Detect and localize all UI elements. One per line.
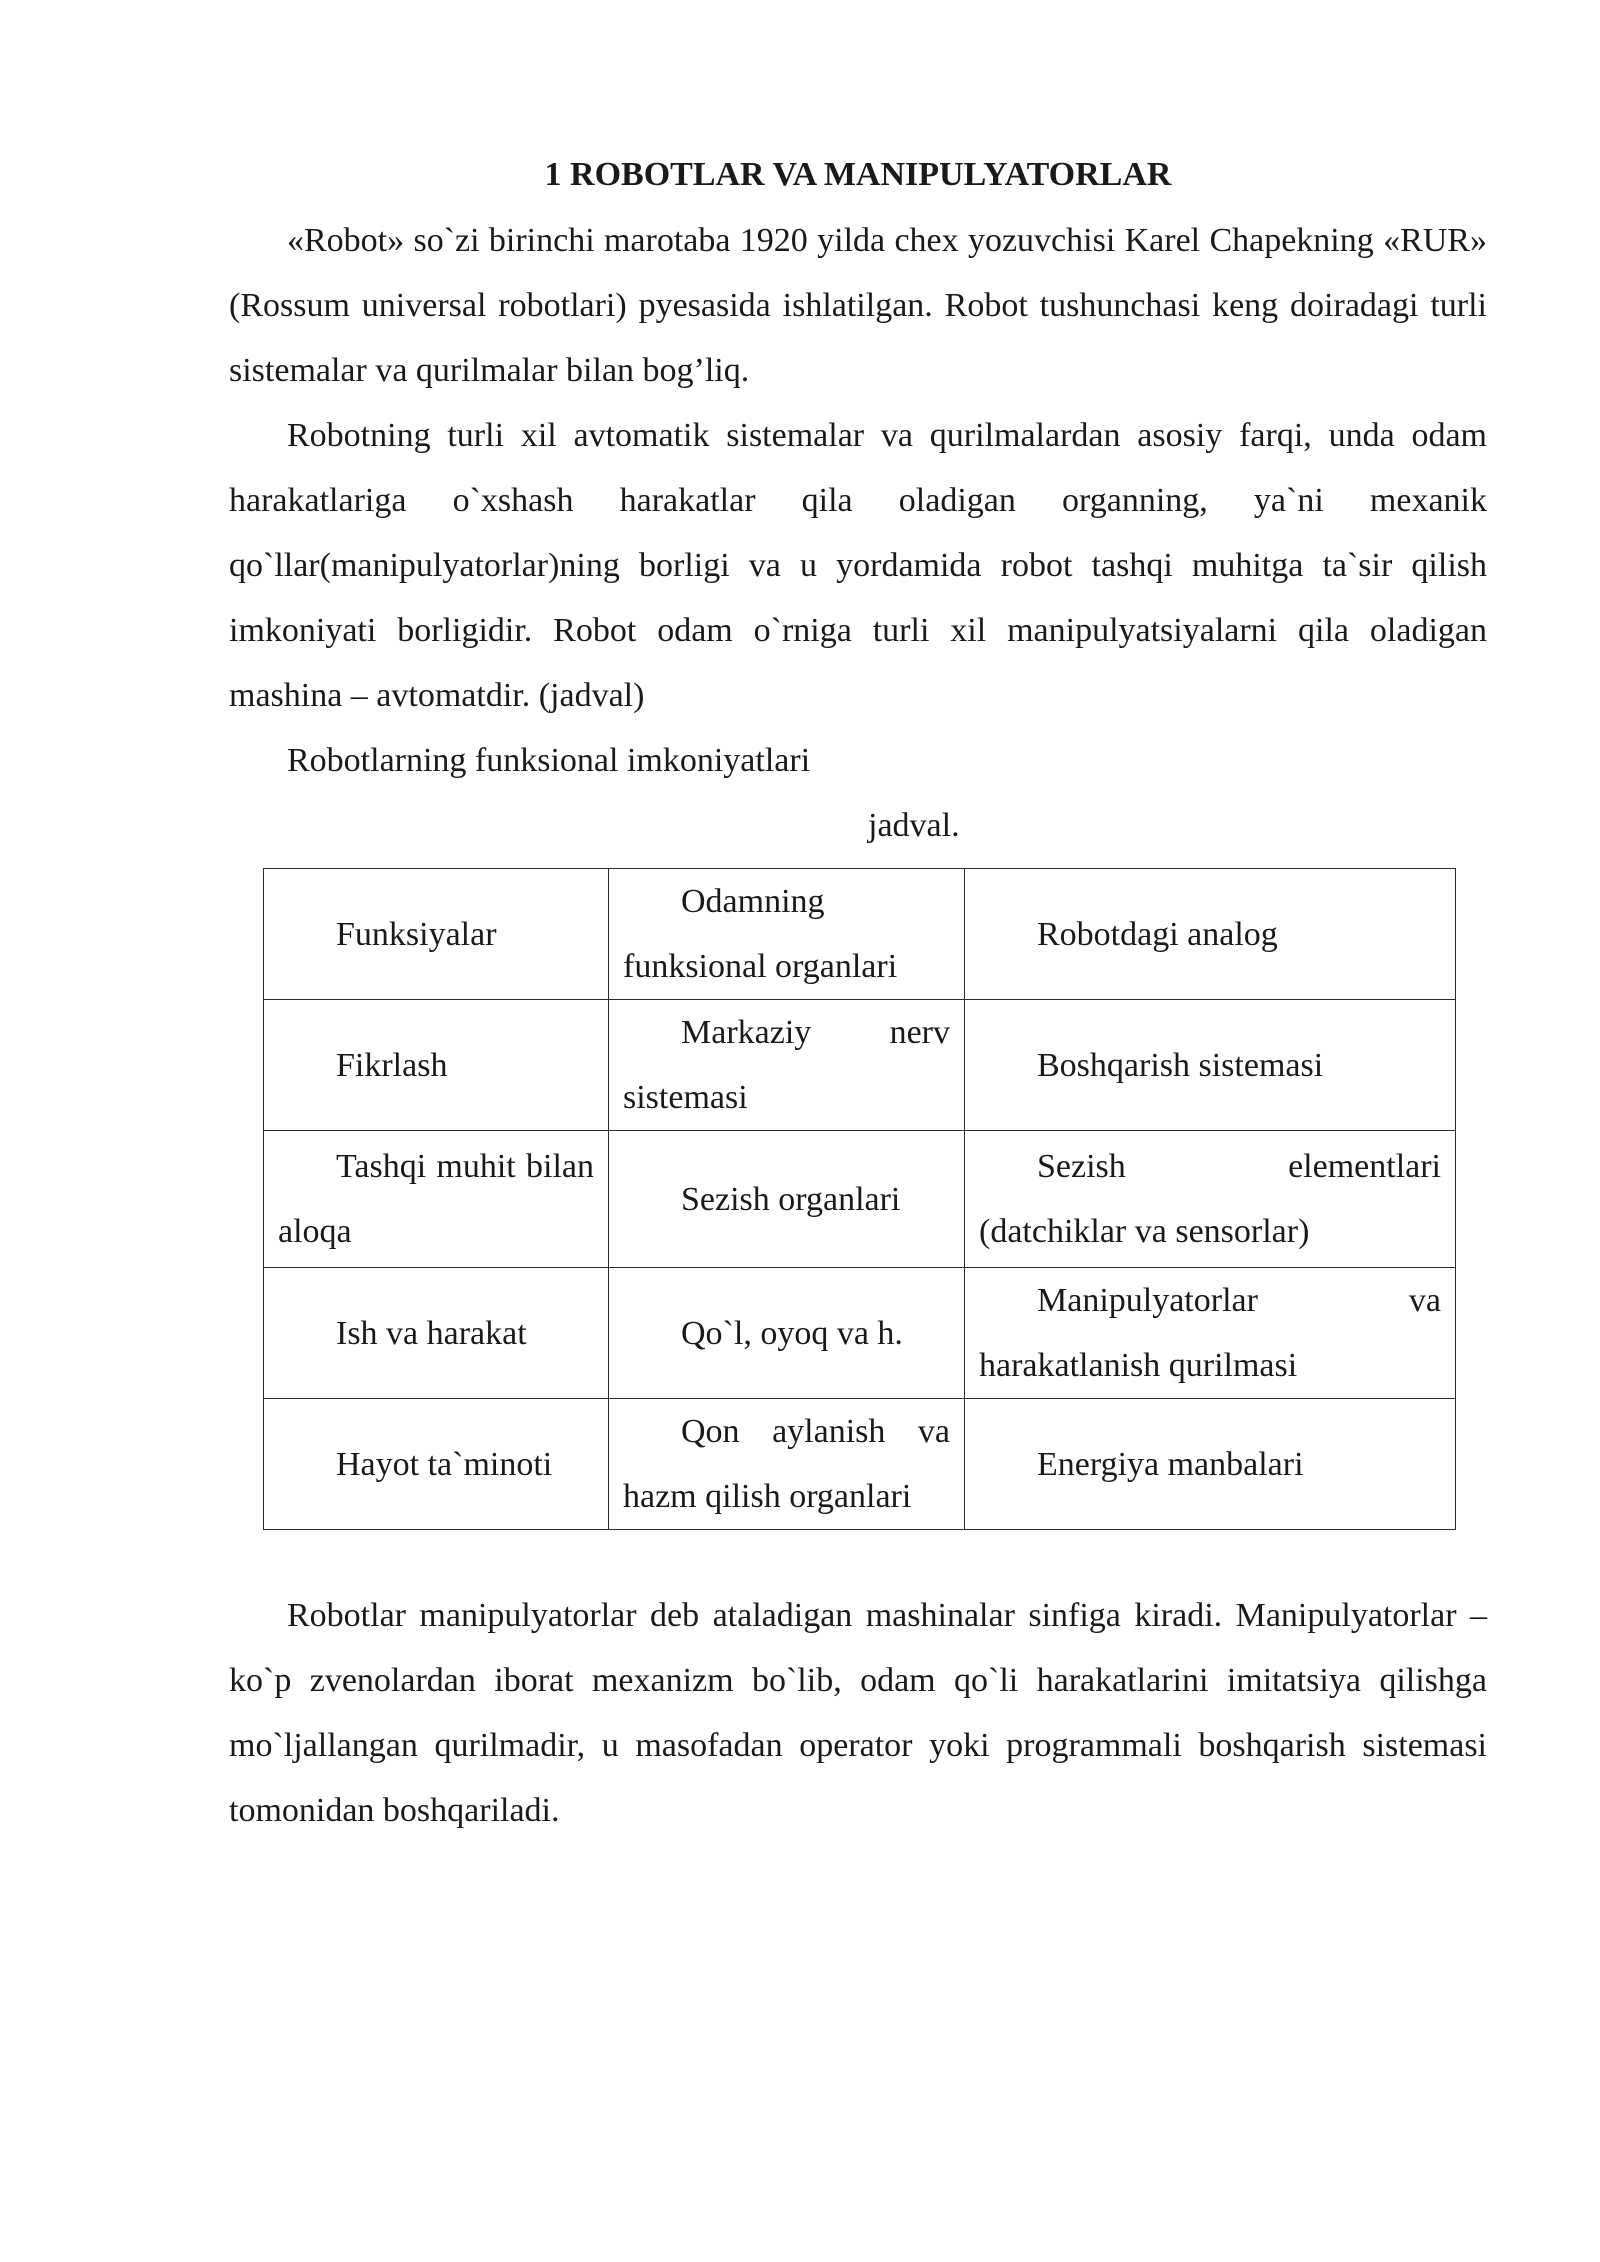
table-cell: Tashqi muhit bilan aloqa xyxy=(264,1131,609,1268)
table-row xyxy=(264,1268,1456,1399)
table-header-row xyxy=(264,869,1456,1000)
functions-table xyxy=(263,868,1456,1530)
table-cell: Hayot ta`minoti xyxy=(264,1399,609,1530)
table-cell: Qon aylanish va hazm qilish organlari xyxy=(609,1399,965,1530)
section-title: 1 ROBOTLAR VA MANIPULYATORLAR xyxy=(544,156,1172,193)
table-label: jadval. xyxy=(868,807,960,844)
table-header-cell: Robotdagi analog xyxy=(965,869,1456,1000)
table-header-cell: Funksiyalar xyxy=(264,869,609,1000)
paragraph-manipulators: Robotlar manipulyatorlar deb ataladigan mashinalar sinfiga kiradi. Manipulyatorlar – ko`p zvenolardan iborat mexanizm bo`lib, odam qo`li harakatlarini imitatsiya qilishga mo`ljallangan qurilmadir, u masofadan operator yoki programmali boshqarish sistemasi tomonidan boshqariladi. xyxy=(229,1597,1487,1829)
table-cell: Sezish elementlari (datchiklar va sensorlar) xyxy=(965,1131,1456,1268)
table-cell: Qo`l, oyoq va h. xyxy=(609,1268,965,1399)
paragraph-robot-origin: «Robot» so`zi birinchi marotaba 1920 yilda chex yozuvchisi Karel Chapekning «RUR» (Rossum universal robotlari) pyesasida ishlatilgan. Robot tushunchasi keng doiradagi turli sistemalar va qurilmalar bilan bog’liq. xyxy=(229,222,1487,389)
table-header-cell: Odamning funksional organlari xyxy=(609,869,965,1000)
table-cell: Energiya manbalari xyxy=(965,1399,1456,1530)
table-row xyxy=(264,1399,1456,1530)
table-cell: Fikrlash xyxy=(264,1000,609,1131)
table-cell: Boshqarish sistemasi xyxy=(965,1000,1456,1131)
table-cell: Manipulyatorlar va harakatlanish qurilmasi xyxy=(965,1268,1456,1399)
table-cell: Ish va harakat xyxy=(264,1268,609,1399)
paragraph-robot-difference: Robotning turli xil avtomatik sistemalar va qurilmalardan asosiy farqi, unda odam harakatlariga o`xshash harakatlar qila oladigan organning, ya`ni mexanik qo`llar(manipulyatorlar)ning borligi va u yordamida robot tashqi muhitga ta`sir qilish imkoniyati borligidir. Robot odam o`rniga turli xil manipulyatsiyalarni qila oladigan mashina – avtomatdir. (jadval) xyxy=(229,417,1487,714)
table-caption: Robotlarning funksional imkoniyatlari xyxy=(287,742,811,779)
table-cell: Markaziy nerv sistemasi xyxy=(609,1000,965,1131)
table-cell: Sezish organlari xyxy=(609,1131,965,1268)
table-row xyxy=(264,1000,1456,1131)
table-row xyxy=(264,1131,1456,1268)
